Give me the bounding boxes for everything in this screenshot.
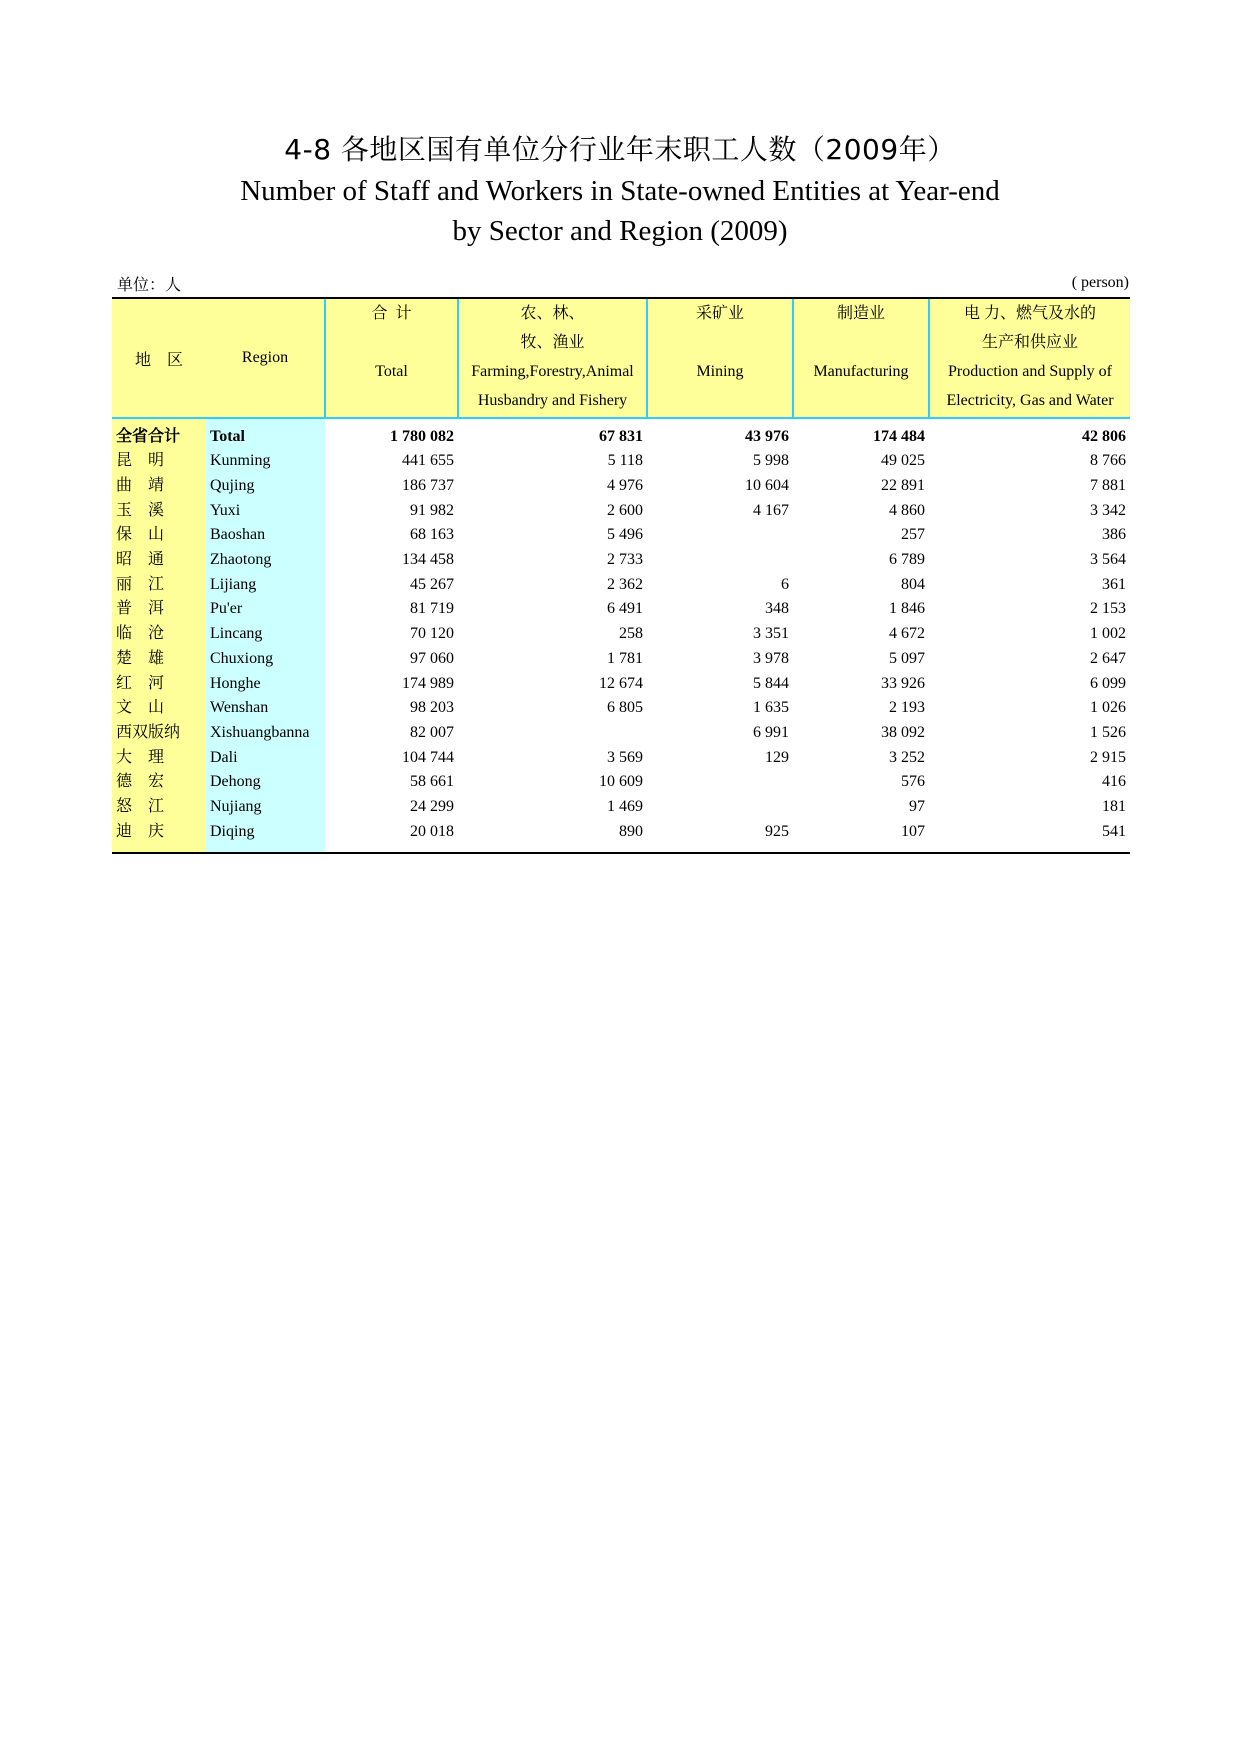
cell-electricity: 2 647 (1090, 649, 1126, 667)
cell-total: 91 982 (410, 501, 454, 519)
cell-farming: 5 118 (607, 452, 643, 470)
cell-manufacturing: 107 (793, 819, 929, 853)
cell-electricity: 541 (929, 819, 1130, 853)
cell-mining: 43 976 (745, 428, 789, 445)
cell-total: 1 780 082 (390, 428, 454, 445)
cell-manufacturing: 33 926 (881, 674, 925, 692)
cell-region-chinese: 昭 通 (112, 548, 206, 573)
cell-manufacturing: 3 252 (889, 748, 925, 766)
cell-region-english: Total (206, 418, 325, 449)
cell-electricity: 8 766 (1090, 452, 1126, 470)
cell-region-chinese: 曲 靖 (112, 474, 206, 499)
cell-manufacturing: 97 (909, 797, 925, 815)
cell-electricity: 361 (1102, 575, 1126, 593)
cell-electricity: 181 (1102, 797, 1126, 815)
cell-region-english: Yuxi (206, 498, 325, 523)
cell-electricity: 2 915 (1090, 748, 1126, 766)
table-row (112, 745, 1130, 770)
cell-mining: 3 978 (753, 649, 789, 667)
cell-manufacturing: 576 (901, 773, 925, 791)
unit-label-chinese: 单位：人 (117, 277, 194, 294)
cell-mining (647, 523, 793, 548)
table-row (112, 498, 1130, 523)
header-total: 合 计 Total (325, 298, 458, 418)
table-row (112, 474, 1130, 499)
cell-mining (647, 770, 793, 795)
cell-region-english: Nujiang (206, 795, 325, 820)
header-mining: 采矿业 Mining (647, 298, 793, 418)
cell-region-english: Pu'er (206, 597, 325, 622)
header-region-english: Region (206, 298, 325, 418)
cell-total: 45 267 (410, 575, 454, 593)
cell-mining: 5 844 (753, 674, 789, 692)
cell-farming: 2 600 (607, 501, 643, 519)
cell-region-english: Xishuangbanna (206, 721, 325, 746)
cell-region-chinese: 红 河 (112, 671, 206, 696)
unit-label-english: ( person) (1071, 274, 1129, 291)
cell-manufacturing: 49 025 (881, 452, 925, 470)
cell-farming: 67 831 (599, 428, 643, 445)
cell-region-english: Wenshan (206, 696, 325, 721)
cell-farming: 3 569 (607, 748, 643, 766)
cell-manufacturing: 804 (901, 575, 925, 593)
cell-mining: 10 604 (745, 477, 789, 495)
table-row (112, 548, 1130, 573)
cell-mining: 925 (647, 819, 793, 853)
cell-region-english: Qujing (206, 474, 325, 499)
cell-region-chinese: 普 洱 (112, 597, 206, 622)
title-english-line-2: by Sector and Region (2009) (452, 215, 788, 247)
header-farming: 农、林、 牧、渔业 Farming,Forestry,Animal Husbandry and Fishery (458, 298, 647, 418)
cell-mining (647, 795, 793, 820)
cell-farming (458, 721, 647, 746)
cell-electricity: 42 806 (1082, 428, 1126, 445)
cell-region-chinese: 临 沧 (112, 622, 206, 647)
cell-farming: 2 733 (607, 551, 643, 569)
table-row (112, 622, 1130, 647)
cell-electricity: 6 099 (1090, 674, 1126, 692)
header-manufacturing: 制造业 Manufacturing (793, 298, 929, 418)
cell-total: 441 655 (402, 452, 454, 470)
cell-total: 68 163 (410, 526, 454, 544)
cell-farming: 4 976 (607, 477, 643, 495)
table-row (112, 523, 1130, 548)
table-row (112, 795, 1130, 820)
cell-farming: 6 491 (607, 600, 643, 618)
cell-manufacturing: 4 672 (889, 625, 925, 643)
header-region-chinese: 地 区 (112, 298, 206, 418)
cell-total: 82 007 (410, 723, 454, 741)
cell-electricity: 2 153 (1090, 600, 1126, 618)
cell-electricity: 3 342 (1090, 501, 1126, 519)
cell-region-english: Honghe (206, 671, 325, 696)
cell-farming: 12 674 (599, 674, 643, 692)
cell-region-chinese: 怒 江 (112, 795, 206, 820)
cell-farming: 890 (458, 819, 647, 853)
table-row (112, 696, 1130, 721)
cell-region-chinese: 保 山 (112, 523, 206, 548)
cell-region-chinese: 大 理 (112, 745, 206, 770)
cell-total: 186 737 (402, 477, 454, 495)
cell-region-english: Dehong (206, 770, 325, 795)
table-body (112, 418, 1130, 853)
cell-total: 104 744 (402, 748, 454, 766)
cell-farming: 1 781 (607, 649, 643, 667)
cell-farming: 2 362 (607, 575, 643, 593)
cell-manufacturing: 1 846 (889, 600, 925, 618)
cell-manufacturing: 4 860 (889, 501, 925, 519)
cell-region-chinese: 丽 江 (112, 572, 206, 597)
cell-manufacturing: 257 (901, 526, 925, 544)
cell-total: 174 989 (402, 674, 454, 692)
cell-mining: 3 351 (753, 625, 789, 643)
cell-mining (647, 548, 793, 573)
header-electricity-gas-water: 电 力、燃气及水的 生产和供应业 Production and Supply of Electricity, Gas and Water (929, 298, 1130, 418)
cell-region-english: Dali (206, 745, 325, 770)
table-header (112, 298, 1130, 418)
cell-mining: 348 (765, 600, 789, 618)
cell-mining: 4 167 (753, 501, 789, 519)
table-row (112, 671, 1130, 696)
cell-farming: 5 496 (607, 526, 643, 544)
cell-mining: 5 998 (753, 452, 789, 470)
cell-total: 58 661 (410, 773, 454, 791)
cell-farming: 1 469 (607, 797, 643, 815)
table-row (112, 449, 1130, 474)
cell-total: 20 018 (325, 819, 458, 853)
cell-region-english: Lijiang (206, 572, 325, 597)
cell-manufacturing: 174 484 (873, 428, 925, 445)
cell-electricity: 1 526 (1090, 723, 1126, 741)
cell-electricity: 416 (1102, 773, 1126, 791)
cell-region-chinese: 西双版纳 (112, 721, 206, 746)
cell-region-english: Zhaotong (206, 548, 325, 573)
cell-region-english: Chuxiong (206, 647, 325, 672)
cell-total: 97 060 (410, 649, 454, 667)
cell-manufacturing: 38 092 (881, 723, 925, 741)
cell-region-chinese: 迪 庆 (112, 819, 206, 853)
cell-farming: 6 805 (607, 699, 643, 717)
staff-by-sector-table (112, 297, 1130, 854)
table-row (112, 572, 1130, 597)
table-row-total (112, 418, 1130, 449)
cell-electricity: 7 881 (1090, 477, 1126, 495)
cell-region-english: Diqing (206, 819, 325, 853)
cell-region-english: Lincang (206, 622, 325, 647)
cell-region-chinese: 文 山 (112, 696, 206, 721)
cell-total: 81 719 (410, 600, 454, 618)
cell-region-english: Baoshan (206, 523, 325, 548)
cell-total: 134 458 (402, 551, 454, 569)
cell-region-chinese: 玉 溪 (112, 498, 206, 523)
table-row (112, 770, 1130, 795)
cell-total: 98 203 (410, 699, 454, 717)
cell-mining: 129 (765, 748, 789, 766)
title-english-line-1: Number of Staff and Workers in State-owned Entities at Year-end (240, 175, 1000, 207)
table-row (112, 819, 1130, 853)
title-chinese: 4-8 各地区国有单位分行业年末职工人数（2009年） (284, 133, 956, 166)
cell-region-chinese: 昆 明 (112, 449, 206, 474)
cell-region-chinese: 德 宏 (112, 770, 206, 795)
cell-manufacturing: 22 891 (881, 477, 925, 495)
cell-electricity: 1 026 (1090, 699, 1126, 717)
cell-farming: 258 (619, 625, 643, 643)
cell-total: 70 120 (410, 625, 454, 643)
table-row (112, 647, 1130, 672)
cell-mining: 6 991 (753, 723, 789, 741)
cell-electricity: 3 564 (1090, 551, 1126, 569)
cell-manufacturing: 5 097 (889, 649, 925, 667)
cell-region-chinese: 全省合计 (112, 418, 206, 449)
cell-manufacturing: 6 789 (889, 551, 925, 569)
cell-region-chinese: 楚 雄 (112, 647, 206, 672)
cell-mining: 1 635 (753, 699, 789, 717)
cell-region-english: Kunming (206, 449, 325, 474)
cell-electricity: 386 (1102, 526, 1126, 544)
cell-manufacturing: 2 193 (889, 699, 925, 717)
cell-electricity: 1 002 (1090, 625, 1126, 643)
table-row (112, 597, 1130, 622)
cell-farming: 10 609 (599, 773, 643, 791)
cell-mining: 6 (781, 575, 789, 593)
cell-total: 24 299 (410, 797, 454, 815)
table-row (112, 721, 1130, 746)
